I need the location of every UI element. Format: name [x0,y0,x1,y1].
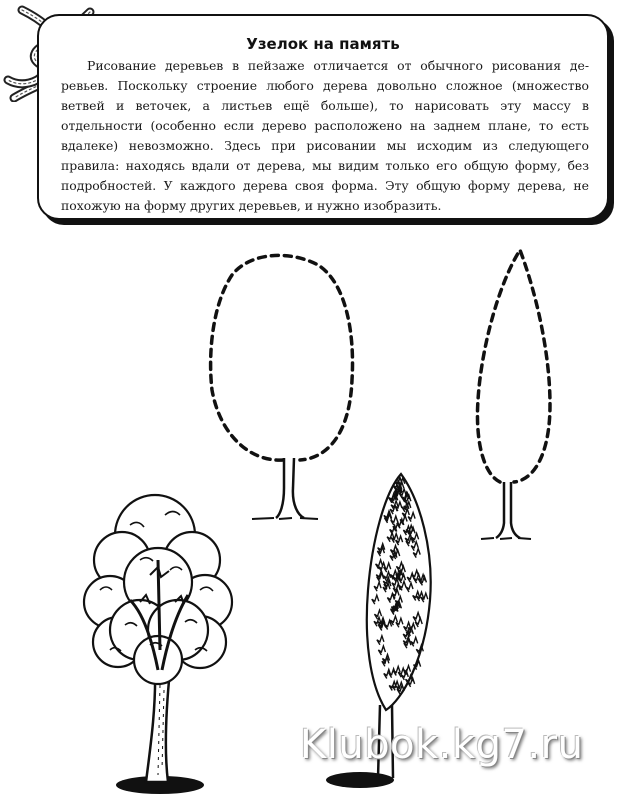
tree-drawings [0,230,622,807]
watermark: Klubok.kg7.ru [300,722,584,768]
memo-title: Узелок на память [246,35,400,53]
dashed-conical-tree-outline [477,250,550,539]
dashed-round-tree-outline [211,255,353,519]
detailed-round-tree [84,495,232,794]
memo-text: Рисование деревьев в пейзаже отличается от обычного рисования деревьев. Поскольку строение любого дерева довольно сложное (множество ветвей и веточек, а листьев ещё больше), то нарисовать эту массу в отдельности (особенно если дерево расположено на заднем плане, то есть вдалеке) невозможно. Здесь при рисовании мы исходим из следующего правила: находясь вдали от дерева, мы видим только его общую форму, без подробностей. У каждого дерева своя форма. Эту общую форму дерева, не похожую на форму других деревьев, и нужно изобразить. [61,58,589,213]
memo-box [37,14,609,220]
